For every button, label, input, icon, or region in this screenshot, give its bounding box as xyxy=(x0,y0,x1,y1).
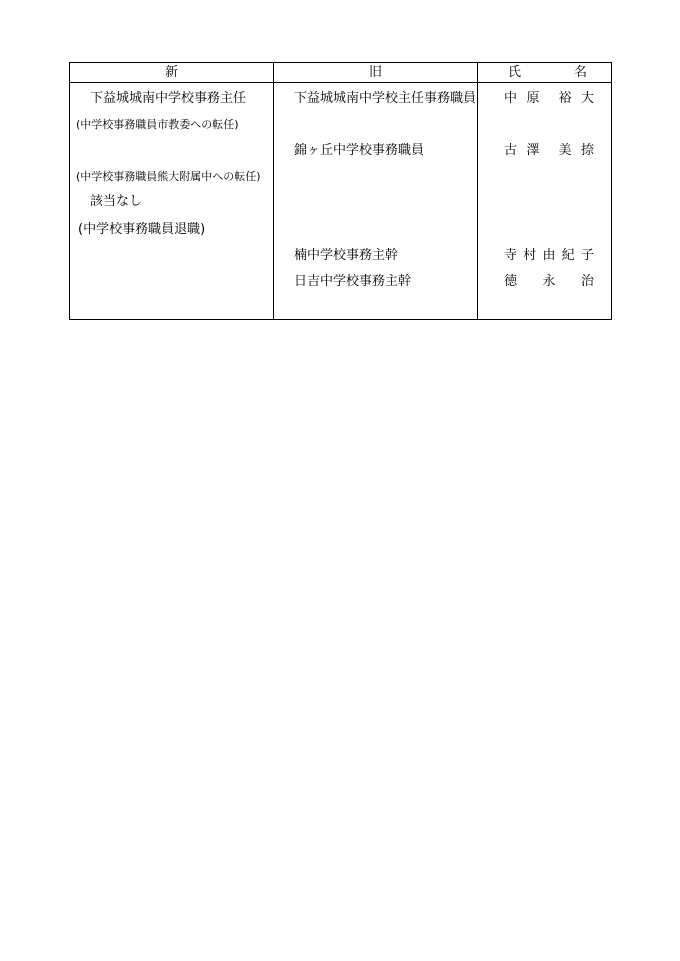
new-position-none: 該当なし xyxy=(90,194,143,209)
person-name-2 xyxy=(504,143,594,159)
name-char: 由 xyxy=(542,248,556,263)
name-char: 裕 xyxy=(558,91,572,106)
name-char: 捺 xyxy=(580,143,594,158)
personnel-table xyxy=(69,62,612,320)
name-char: 原 xyxy=(526,91,540,106)
old-position-4: 日吉中学校事務主幹 xyxy=(294,274,412,289)
header-old: 旧 xyxy=(274,63,478,83)
name-char: 治 xyxy=(580,274,594,289)
name-char: 澤 xyxy=(526,143,540,158)
header-name-left: 氏 xyxy=(508,65,522,80)
name-char: 古 xyxy=(504,143,518,158)
old-position-3: 楠中学校事務主幹 xyxy=(294,248,399,263)
name-char: 村 xyxy=(523,248,537,263)
table-header-row xyxy=(70,63,612,83)
personnel-table-wrapper xyxy=(69,62,610,320)
name-char: 紀 xyxy=(561,248,575,263)
name-char: 大 xyxy=(580,91,594,106)
name-char: 中 xyxy=(504,91,518,106)
header-name xyxy=(478,63,612,83)
new-position-1: 下益城城南中学校事務主任 xyxy=(90,91,247,106)
name-char: 美 xyxy=(558,143,572,158)
old-position-2: 錦ヶ丘中学校事務職員 xyxy=(294,143,425,158)
old-position-cell xyxy=(274,83,478,320)
new-position-note-1: (中学校事務職員市教委への転任) xyxy=(76,118,239,131)
person-name-3 xyxy=(504,248,594,264)
new-position-note-3: (中学校事務職員退職) xyxy=(78,222,206,237)
old-position-1: 下益城城南中学校主任事務職員 xyxy=(294,91,477,106)
name-char: 永 xyxy=(542,274,556,289)
new-position-note-2: (中学校事務職員熊大附属中への転任) xyxy=(76,170,261,183)
name-char: 寺 xyxy=(504,248,518,263)
name-cell xyxy=(478,83,612,320)
header-name-right: 名 xyxy=(573,65,587,80)
name-char: 子 xyxy=(580,248,594,263)
header-new: 新 xyxy=(70,63,274,83)
person-name-4 xyxy=(504,274,594,290)
table-body-row xyxy=(70,83,612,320)
new-position-cell xyxy=(70,83,274,320)
person-name-1 xyxy=(504,91,594,107)
name-char: 徳 xyxy=(504,274,518,289)
